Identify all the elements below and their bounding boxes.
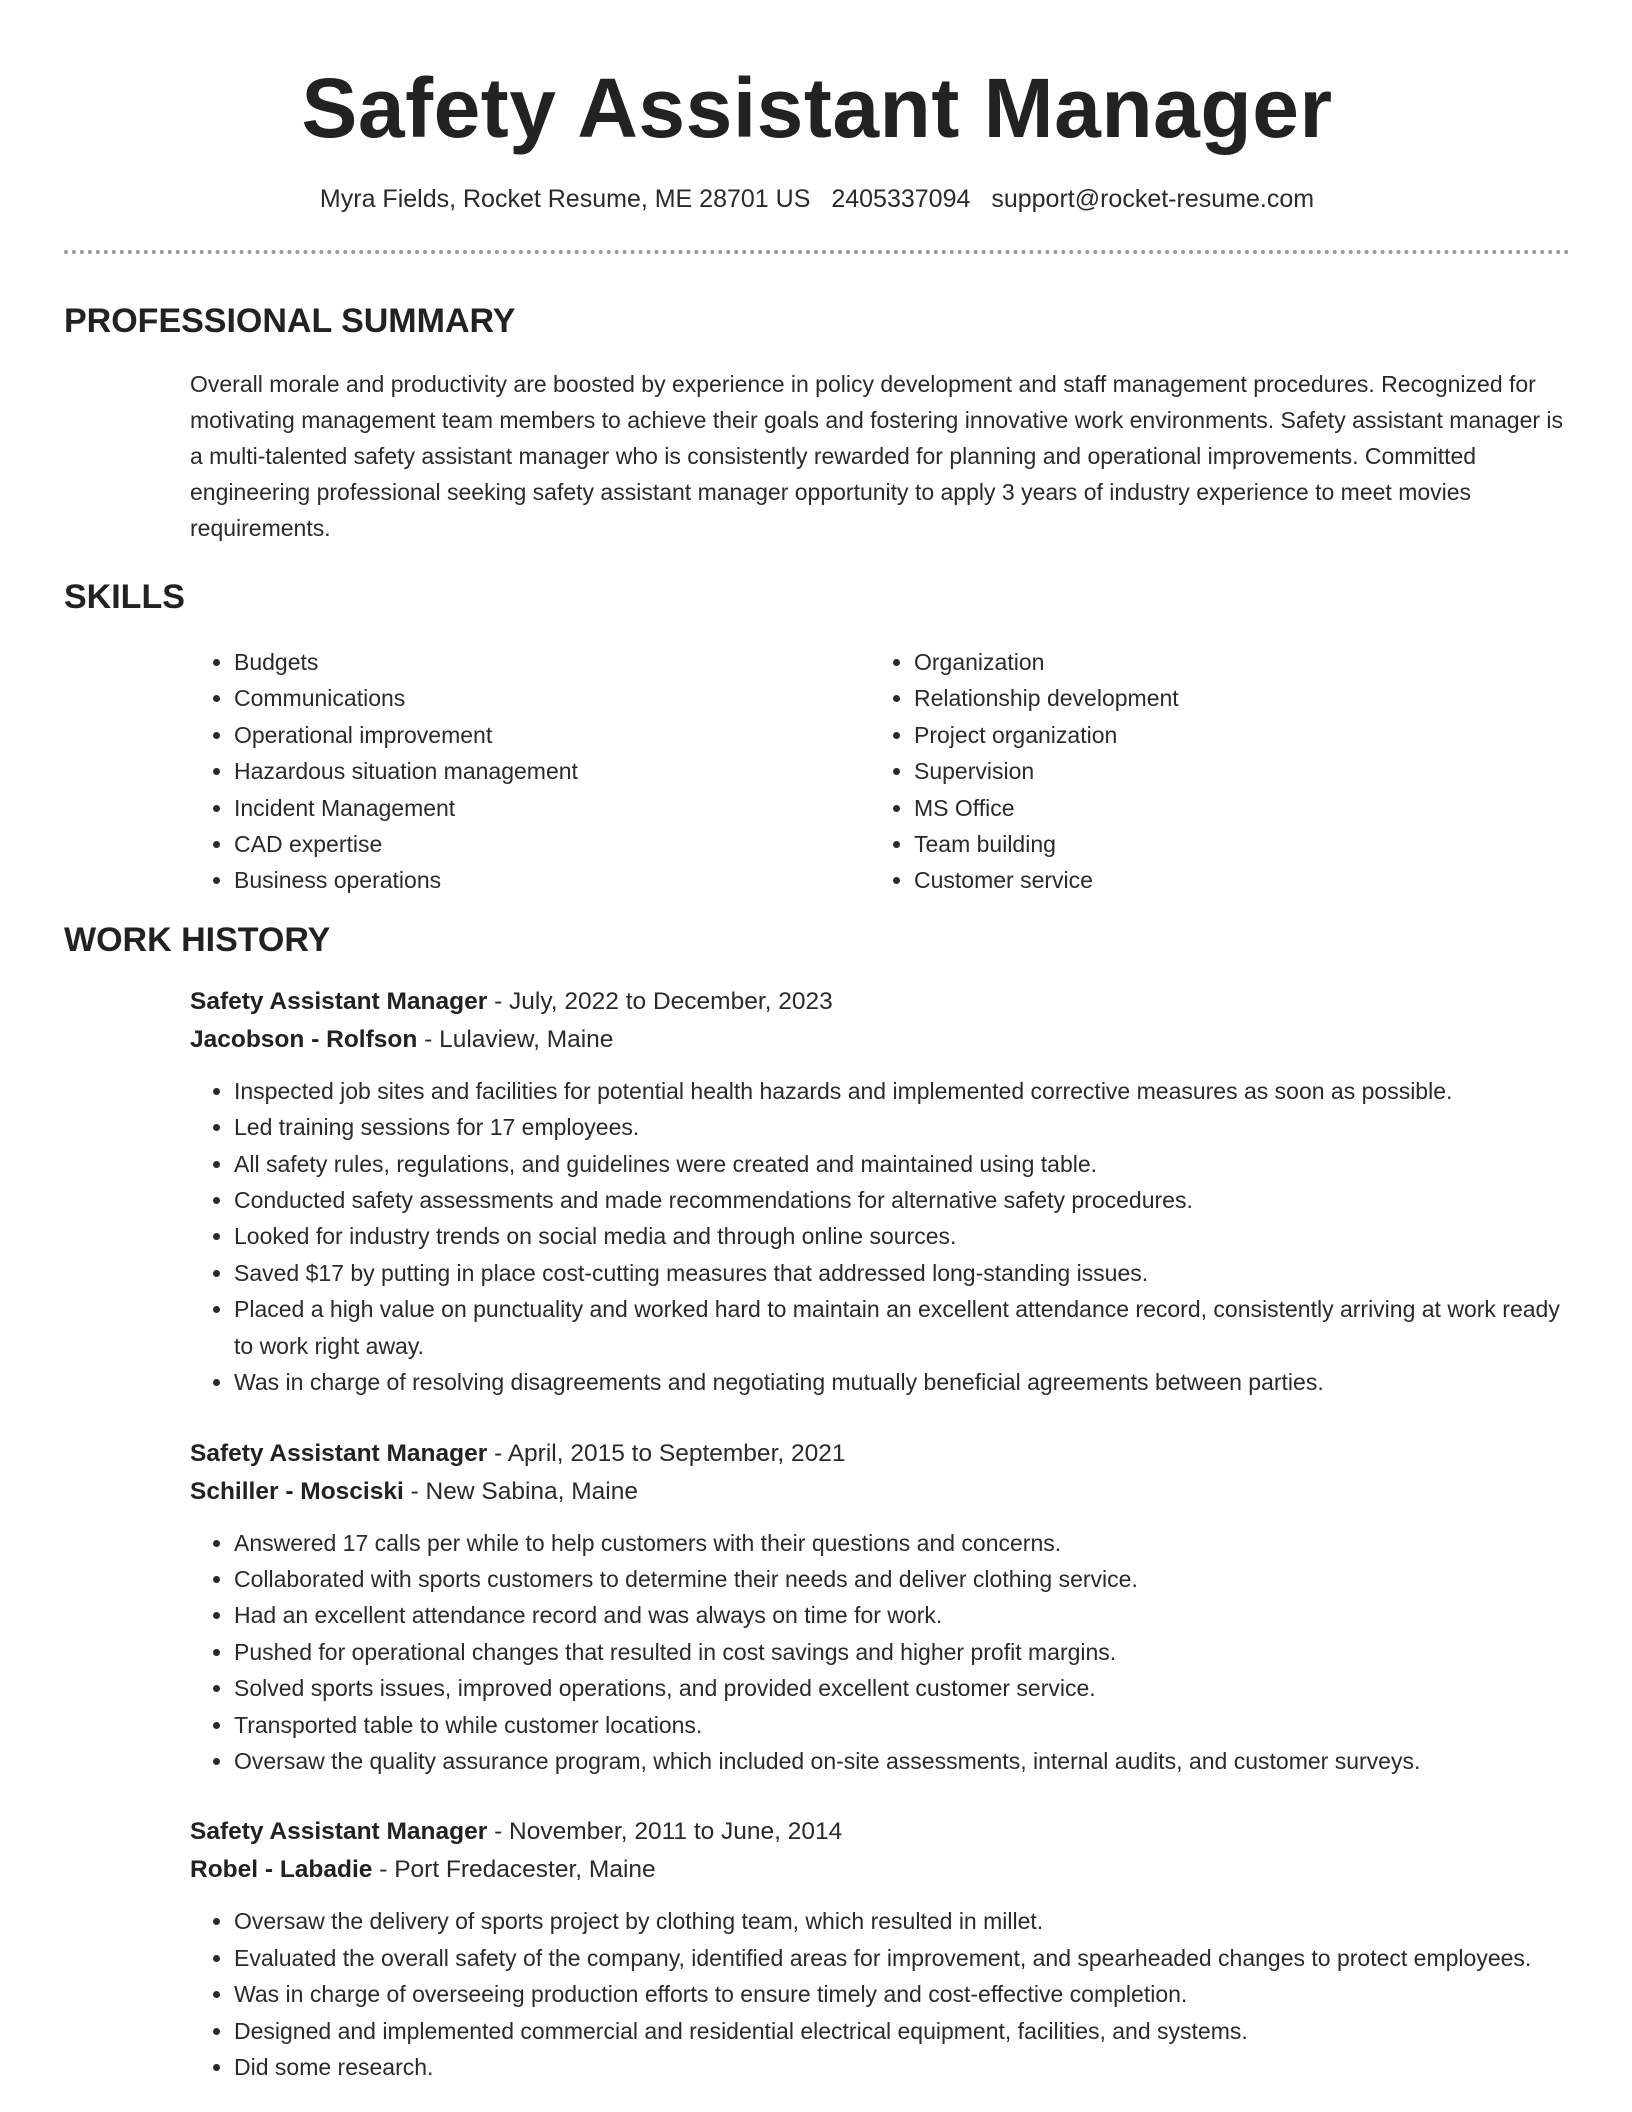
job-company-line <box>190 1851 1570 1889</box>
job-company: Jacobson - Rolfson <box>190 1025 418 1053</box>
job-bullet: • Transported table to while customer locations. <box>234 1707 1570 1743</box>
job-role: Safety Assistant Manager <box>190 1818 488 1846</box>
job-role-line <box>190 1813 1570 1851</box>
job-bullet: • Had an excellent attendance record and was always on time for work. <box>234 1597 1570 1633</box>
job-role: Safety Assistant Manager <box>190 987 488 1015</box>
resume-page <box>64 0 1570 2085</box>
skills-list <box>190 644 1570 899</box>
job-bullet: • Was in charge of overseeing production efforts to ensure timely and cost-effective completion. <box>234 1976 1570 2012</box>
job-bullet: • Saved $17 by putting in place cost-cutting measures that addressed long-standing issues. <box>234 1255 1570 1291</box>
job-bullet: • Pushed for operational changes that resulted in cost savings and higher profit margins. <box>234 1634 1570 1670</box>
skill-item: • CAD expertise <box>234 826 870 862</box>
job-bullet: • Collaborated with sports customers to determine their needs and deliver clothing service. <box>234 1561 1570 1597</box>
job-company: Schiller - Mosciski <box>190 1477 404 1505</box>
job-bullet: • Looked for industry trends on social media and through online sources. <box>234 1218 1570 1254</box>
summary-text: Overall morale and productivity are boosted by experience in policy development and staff management procedures. Recognized for motivating management team members to achieve their goals and fostering innovative work environments. Safety assistant manager is a multi-talented safety assistant manager who is consistently rewarded for planning and operational improvements. Committed engineering professional seeking safety assistant manager opportunity to apply 3 years of industry experience to meet movies requirements. <box>190 371 1564 541</box>
skill-item: • Incident Management <box>234 790 870 826</box>
job-location: - Port Fredacester, Maine <box>372 1856 656 1884</box>
skill-item: • MS Office <box>914 790 1514 826</box>
job-role-line <box>190 983 1570 1021</box>
skill-item: • Business operations <box>234 862 870 898</box>
summary-heading: PROFESSIONAL SUMMARY <box>64 302 516 340</box>
header-divider <box>64 250 1570 254</box>
job-entry <box>190 1435 1570 1780</box>
job-company-line <box>190 1473 1570 1511</box>
skill-item: • Budgets <box>234 644 870 680</box>
job-bullet: • All safety rules, regulations, and guidelines were created and maintained using table. <box>234 1146 1570 1182</box>
job-role-line <box>190 1435 1570 1473</box>
skill-item: • Hazardous situation management <box>234 753 870 789</box>
skills-column-left <box>190 644 870 899</box>
skill-item: • Operational improvement <box>234 717 870 753</box>
job-bullet: • Evaluated the overall safety of the company, identified areas for improvement, and spearheaded changes to protect employees. <box>234 1940 1570 1976</box>
job-bullet: • Oversaw the quality assurance program, which included on-site assessments, internal audits, and customer surveys. <box>234 1743 1570 1779</box>
job-dates: - November, 2011 to June, 2014 <box>487 1818 843 1846</box>
contact-address: Myra Fields, Rocket Resume, ME 28701 US <box>319 185 811 213</box>
skill-item: • Project organization <box>914 717 1514 753</box>
job-bullets <box>190 1073 1570 1401</box>
skill-item: • Customer service <box>914 862 1514 898</box>
job-bullet: • Led training sessions for 17 employees. <box>234 1109 1570 1145</box>
contact-email: support@rocket-resume.com <box>991 185 1315 213</box>
job-bullet: • Conducted safety assessments and made recommendations for alternative safety procedures. <box>234 1182 1570 1218</box>
job-bullet: • Was in charge of resolving disagreements and negotiating mutually beneficial agreements between parties. <box>234 1364 1570 1400</box>
skill-item: • Supervision <box>914 753 1514 789</box>
job-dates: - April, 2015 to September, 2021 <box>487 1439 846 1467</box>
job-bullets <box>190 1903 1570 2085</box>
job-location: - Lulaview, Maine <box>417 1025 614 1053</box>
job-bullet: • Designed and implemented commercial and residential electrical equipment, facilities, and systems. <box>234 2013 1570 2049</box>
skills-column-right <box>870 644 1514 899</box>
skill-item: • Relationship development <box>914 680 1514 716</box>
job-bullet: • Placed a high value on punctuality and worked hard to maintain an excellent attendance record, consistently arriving at work ready to work right away. <box>234 1291 1570 1364</box>
contact-line <box>64 182 1570 216</box>
job-bullets <box>190 1525 1570 1780</box>
resume-title: Safety Assistant Manager <box>301 61 1333 155</box>
job-company-line <box>190 1021 1570 1059</box>
job-bullet: • Answered 17 calls per while to help customers with their questions and concerns. <box>234 1525 1570 1561</box>
job-entry <box>190 1813 1570 2085</box>
job-bullet: • Inspected job sites and facilities for potential health hazards and implemented corrective measures as soon as possible. <box>234 1073 1570 1109</box>
skills-heading: SKILLS <box>64 578 185 616</box>
job-bullet: • Did some research. <box>234 2049 1570 2085</box>
job-entry <box>190 983 1570 1401</box>
job-location: - New Sabina, Maine <box>403 1477 639 1505</box>
skill-item: • Organization <box>914 644 1514 680</box>
work-history-heading: WORK HISTORY <box>64 920 331 959</box>
job-dates: - July, 2022 to December, 2023 <box>487 987 833 1015</box>
skill-item: • Communications <box>234 680 870 716</box>
job-bullet: • Oversaw the delivery of sports project by clothing team, which resulted in millet. <box>234 1903 1570 1939</box>
job-bullet: • Solved sports issues, improved operations, and provided excellent customer service. <box>234 1670 1570 1706</box>
contact-phone: 2405337094 <box>831 185 971 213</box>
skill-item: • Team building <box>914 826 1514 862</box>
job-company: Robel - Labadie <box>190 1856 373 1884</box>
job-role: Safety Assistant Manager <box>190 1439 488 1467</box>
